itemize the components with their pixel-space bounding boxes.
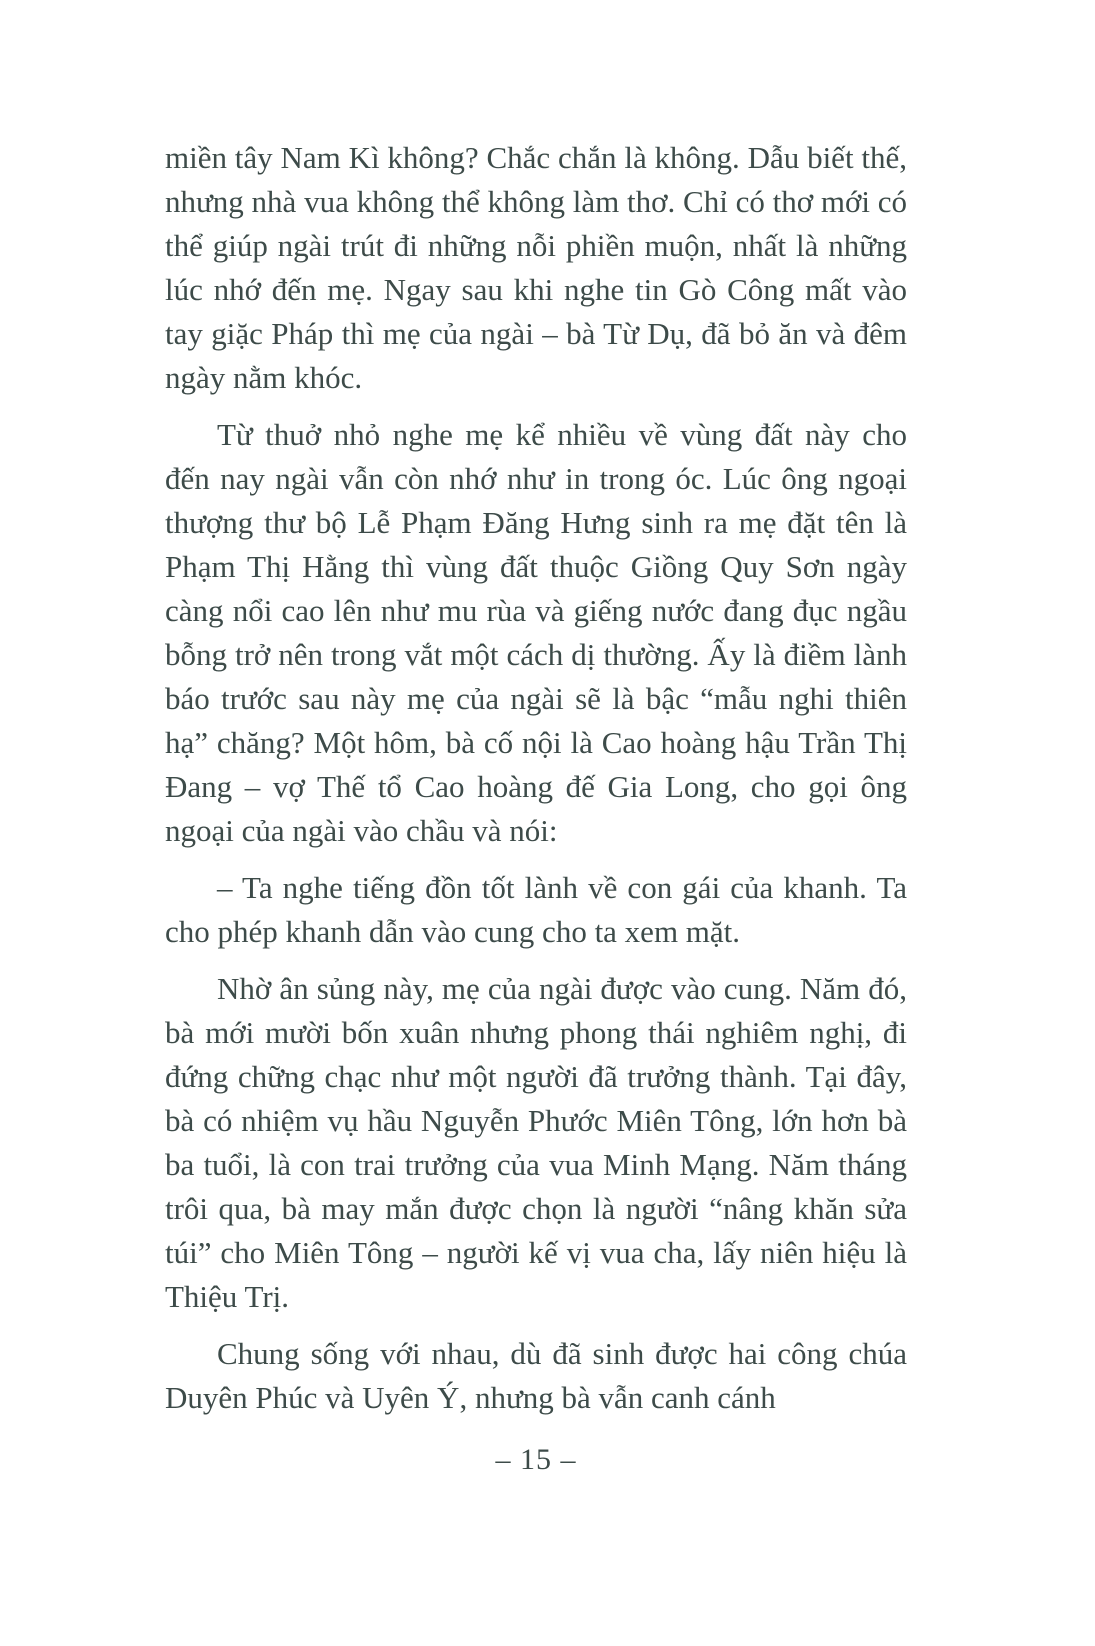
- paragraph-continuation: miền tây Nam Kì không? Chắc chắn là không. Dẫu biết thế, nhưng nhà vua không thể không làm thơ. Chỉ có thơ mới có thể giúp ngài trút đi những nỗi phiền muộn, nhất là những lúc nhớ đến mẹ. Ngay sau khi nghe tin Gò Công mất vào tay giặc Pháp thì mẹ của ngài – bà Từ Dụ, đã bỏ ăn và đêm ngày nằm khóc.: [165, 140, 907, 395]
- paragraph: Từ thuở nhỏ nghe mẹ kể nhiều về vùng đất này cho đến nay ngài vẫn còn nhớ như in trong óc. Lúc ông ngoại thượng thư bộ Lễ Phạm Đăng Hưng sinh ra mẹ đặt tên là Phạm Thị Hằng thì vùng đất thuộc Giồng Quy Sơn ngày càng nổi cao lên như mu rùa và giếng nước đang đục ngầu bỗng trở nên trong vắt một cách dị thường. Ấy là điềm lành báo trước sau này mẹ của ngài sẽ là bậc “mẫu nghi thiên hạ” chăng? Một hôm, bà cố nội là Cao hoàng hậu Trần Thị Đang – vợ Thế tổ Cao hoàng đế Gia Long, cho gọi ông ngoại của ngài vào chầu và nói:: [165, 417, 907, 848]
- page-text-block: [165, 136, 907, 1433]
- page-number: – 15 –: [495, 1443, 577, 1476]
- paragraph: Chung sống với nhau, dù đã sinh được hai công chúa Duyên Phúc và Uyên Ý, nhưng bà vẫn canh cánh: [165, 1336, 907, 1415]
- paragraph-dialogue: – Ta nghe tiếng đồn tốt lành về con gái của khanh. Ta cho phép khanh dẫn vào cung cho ta xem mặt.: [165, 870, 907, 949]
- paragraph: Nhờ ân sủng này, mẹ của ngài được vào cung. Năm đó, bà mới mười bốn xuân nhưng phong thái nghiêm nghị, đi đứng chững chạc như một người đã trưởng thành. Tại đây, bà có nhiệm vụ hầu Nguyễn Phước Miên Tông, lớn hơn bà ba tuổi, là con trai trưởng của vua Minh Mạng. Năm tháng trôi qua, bà may mắn được chọn là người “nâng khăn sửa túi” cho Miên Tông – người kế vị vua cha, lấy niên hiệu là Thiệu Trị.: [165, 971, 907, 1314]
